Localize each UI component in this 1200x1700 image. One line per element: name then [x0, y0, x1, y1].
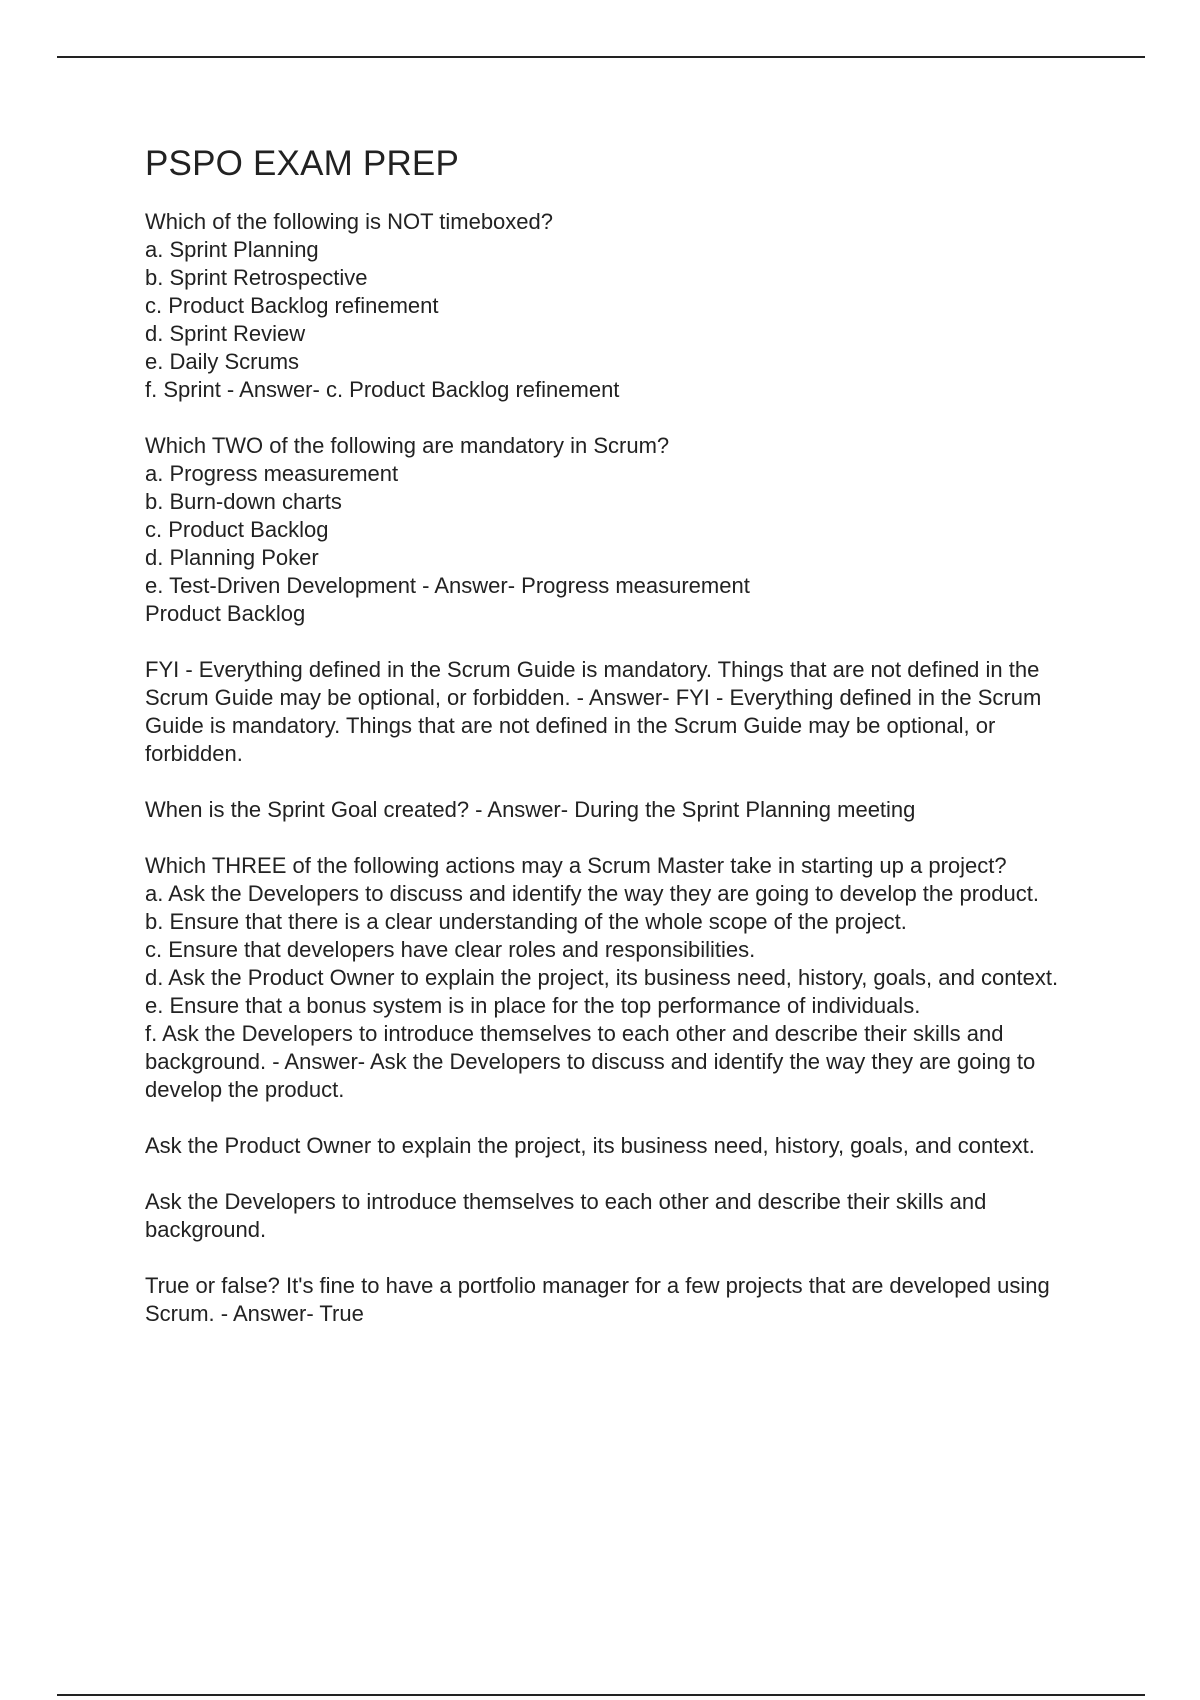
answer-option: Product Backlog [145, 601, 306, 626]
question-text: True or false? It's fine to have a portfolio manager for a few projects that are developed using Scrum. - Answer- True [145, 1273, 1050, 1326]
question-block-4 [145, 852, 1090, 1104]
answer-option: e. Daily Scrums [145, 349, 300, 374]
document-body [145, 142, 1090, 1356]
answer-option: b. Burn-down charts [145, 489, 342, 514]
answer-option: d. Sprint Review [145, 321, 306, 346]
question-text: Which of the following is NOT timeboxed? [145, 209, 553, 234]
answer-option: b. Sprint Retrospective [145, 265, 368, 290]
question-text: Which THREE of the following actions may a Scrum Master take in starting up a project? [145, 853, 1007, 878]
answer-option: a. Sprint Planning [145, 237, 319, 262]
answer-option: a. Ask the Developers to discuss and identify the way they are going to develop the product. [145, 881, 1039, 906]
answer-option: a. Progress measurement [145, 461, 399, 486]
answer-option: c. Ensure that developers have clear roles and responsibilities. [145, 937, 756, 962]
answer-option: d. Planning Poker [145, 545, 319, 570]
answer-option: c. Product Backlog refinement [145, 293, 439, 318]
answer-option: f. Ask the Developers to introduce themselves to each other and describe their skills and background. - Answer- Ask the Developers to discuss and identify the way they are going to develop the product. [145, 1021, 1036, 1102]
question-text: When is the Sprint Goal created? - Answer- During the Sprint Planning meeting [145, 797, 916, 822]
question-text: Which TWO of the following are mandatory in Scrum? [145, 433, 670, 458]
answer-option: d. Ask the Product Owner to explain the project, its business need, history, goals, and context. [145, 965, 1059, 990]
answer-option: b. Ensure that there is a clear understanding of the whole scope of the project. [145, 909, 907, 934]
answer-option: e. Ensure that a bonus system is in place for the top performance of individuals. [145, 993, 921, 1018]
answer-option: c. Product Backlog [145, 517, 329, 542]
answer-text: Ask the Developers to introduce themselves to each other and describe their skills and background. [145, 1189, 987, 1242]
question-block-5 [145, 1272, 1090, 1328]
question-block-1 [145, 208, 1090, 404]
fyi-block [145, 656, 1090, 768]
question-block-3 [145, 796, 1090, 824]
answer-text: Ask the Product Owner to explain the project, its business need, history, goals, and context. [145, 1133, 1035, 1158]
answer-continuation-2 [145, 1188, 1090, 1244]
answer-continuation-1 [145, 1132, 1090, 1160]
document-title: PSPO EXAM PREP [145, 144, 460, 183]
answer-option: f. Sprint - Answer- c. Product Backlog refinement [145, 377, 620, 402]
top-rule [57, 56, 1145, 58]
fyi-text: FYI - Everything defined in the Scrum Guide is mandatory. Things that are not defined in the Scrum Guide may be optional, or forbidden. - Answer- FYI - Everything defined in the Scrum Guide is mandatory. Things that are not defined in the Scrum Guide may be optional, or forbidden. [145, 657, 1042, 766]
bottom-rule [57, 1694, 1145, 1696]
answer-option: e. Test-Driven Development - Answer- Progress measurement [145, 573, 750, 598]
question-block-2 [145, 432, 1090, 628]
